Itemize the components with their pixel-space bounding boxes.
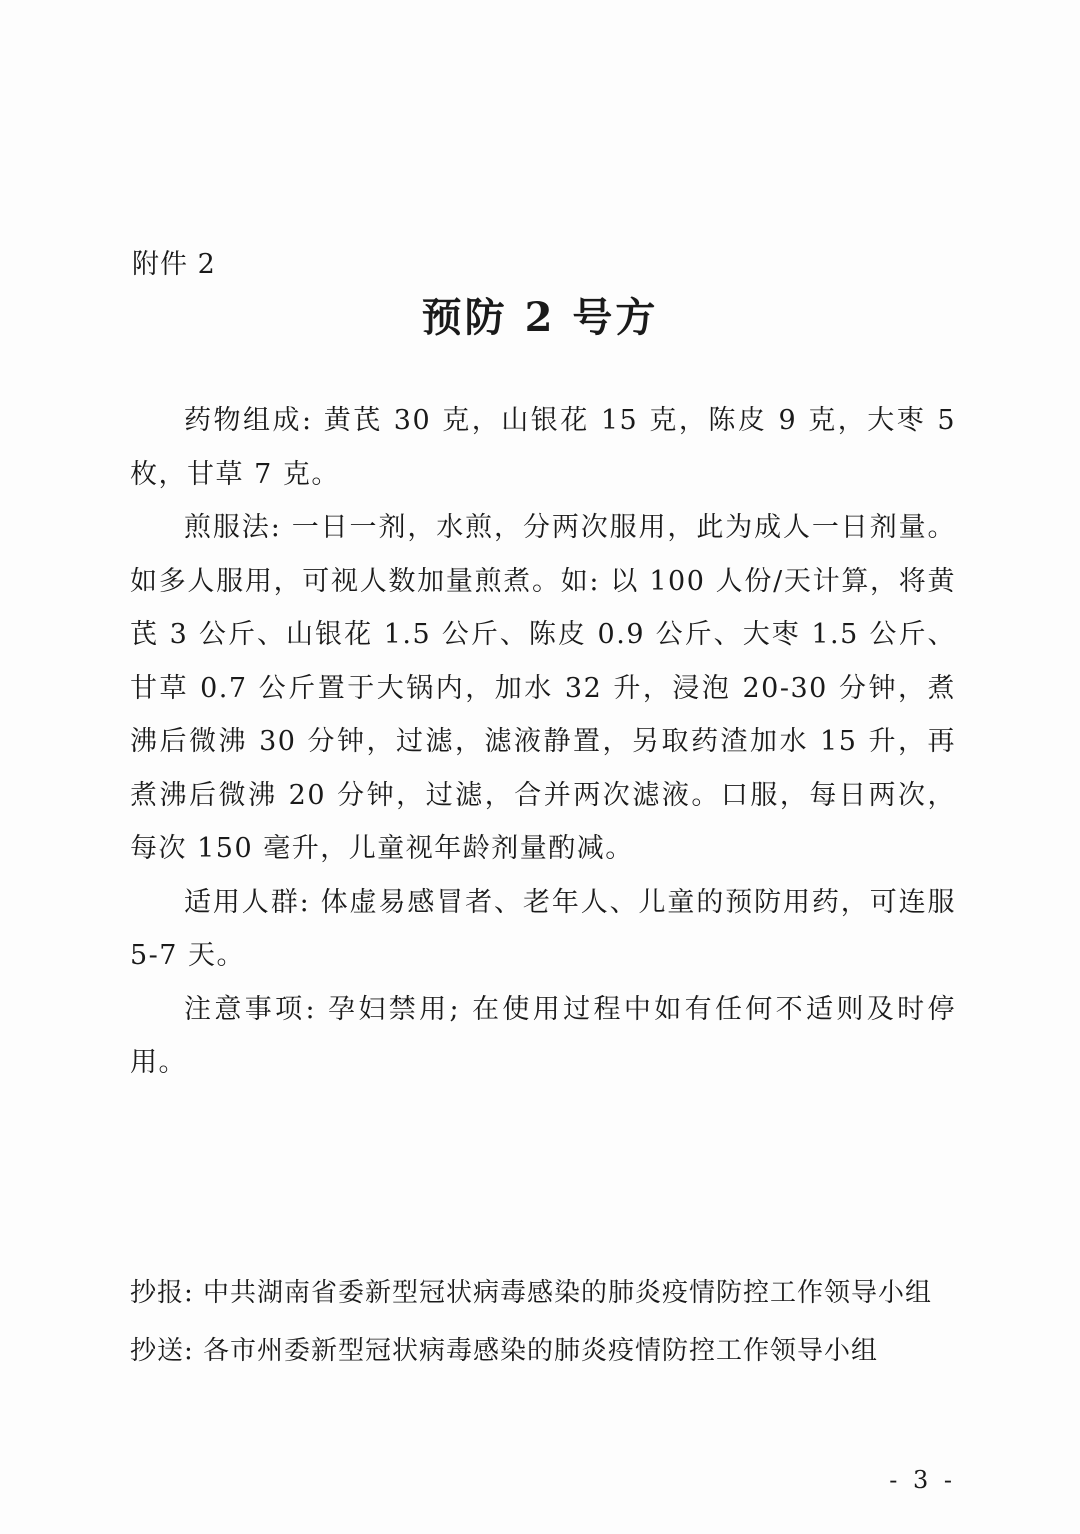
attachment-label: 附件 2 xyxy=(132,249,216,280)
paragraph-applicable-population: 适用人群: 体虚易感冒者、老年人、儿童的预防用药，可连服 5-7 天。 xyxy=(130,886,956,971)
cc-report-label: 抄报: xyxy=(130,1278,194,1308)
page-number: - 3 - xyxy=(889,1466,956,1494)
cc-send-value: 各市州委新型冠状病毒感染的肺炎疫情防控工作领导小组 xyxy=(203,1336,879,1366)
paragraph-preparation: 煎服法: 一日一剂，水煎，分两次服用，此为成人一日剂量。如多人服用，可视人数加量煎煮。如: 以 100 人份/天计算，将黄芪 3 公斤、山银花 1.5 公斤、陈皮 0.9 公斤、大枣 1.5 公斤、甘草 0.7 公斤置于大锅内，加水 32 升，浸泡 20-30 分钟，煮沸后微沸 30 分钟，过滤，滤液静置，另取药渣加水 15 升，再煮沸后微沸 20 分钟，过滤，合并两次滤液。口服，每日两次，每次 150 毫升，儿童视年龄剂量酌减。 xyxy=(130,512,956,864)
cc-send-line xyxy=(130,1330,878,1367)
cc-report-value: 中共湖南省委新型冠状病毒感染的肺炎疫情防控工作领导小组 xyxy=(203,1278,933,1308)
paragraph-ingredients: 药物组成: 黄芪 30 克，山银花 15 克，陈皮 9 克，大枣 5 枚，甘草 7 克。 xyxy=(130,405,956,490)
document-body xyxy=(130,394,956,1090)
document-title: 预防 2 号方 xyxy=(421,294,659,341)
cc-report-line xyxy=(130,1272,932,1309)
paragraph-precautions: 注意事项: 孕妇禁用; 在使用过程中如有任何不适则及时停用。 xyxy=(130,993,956,1078)
cc-send-label: 抄送: xyxy=(130,1336,194,1366)
